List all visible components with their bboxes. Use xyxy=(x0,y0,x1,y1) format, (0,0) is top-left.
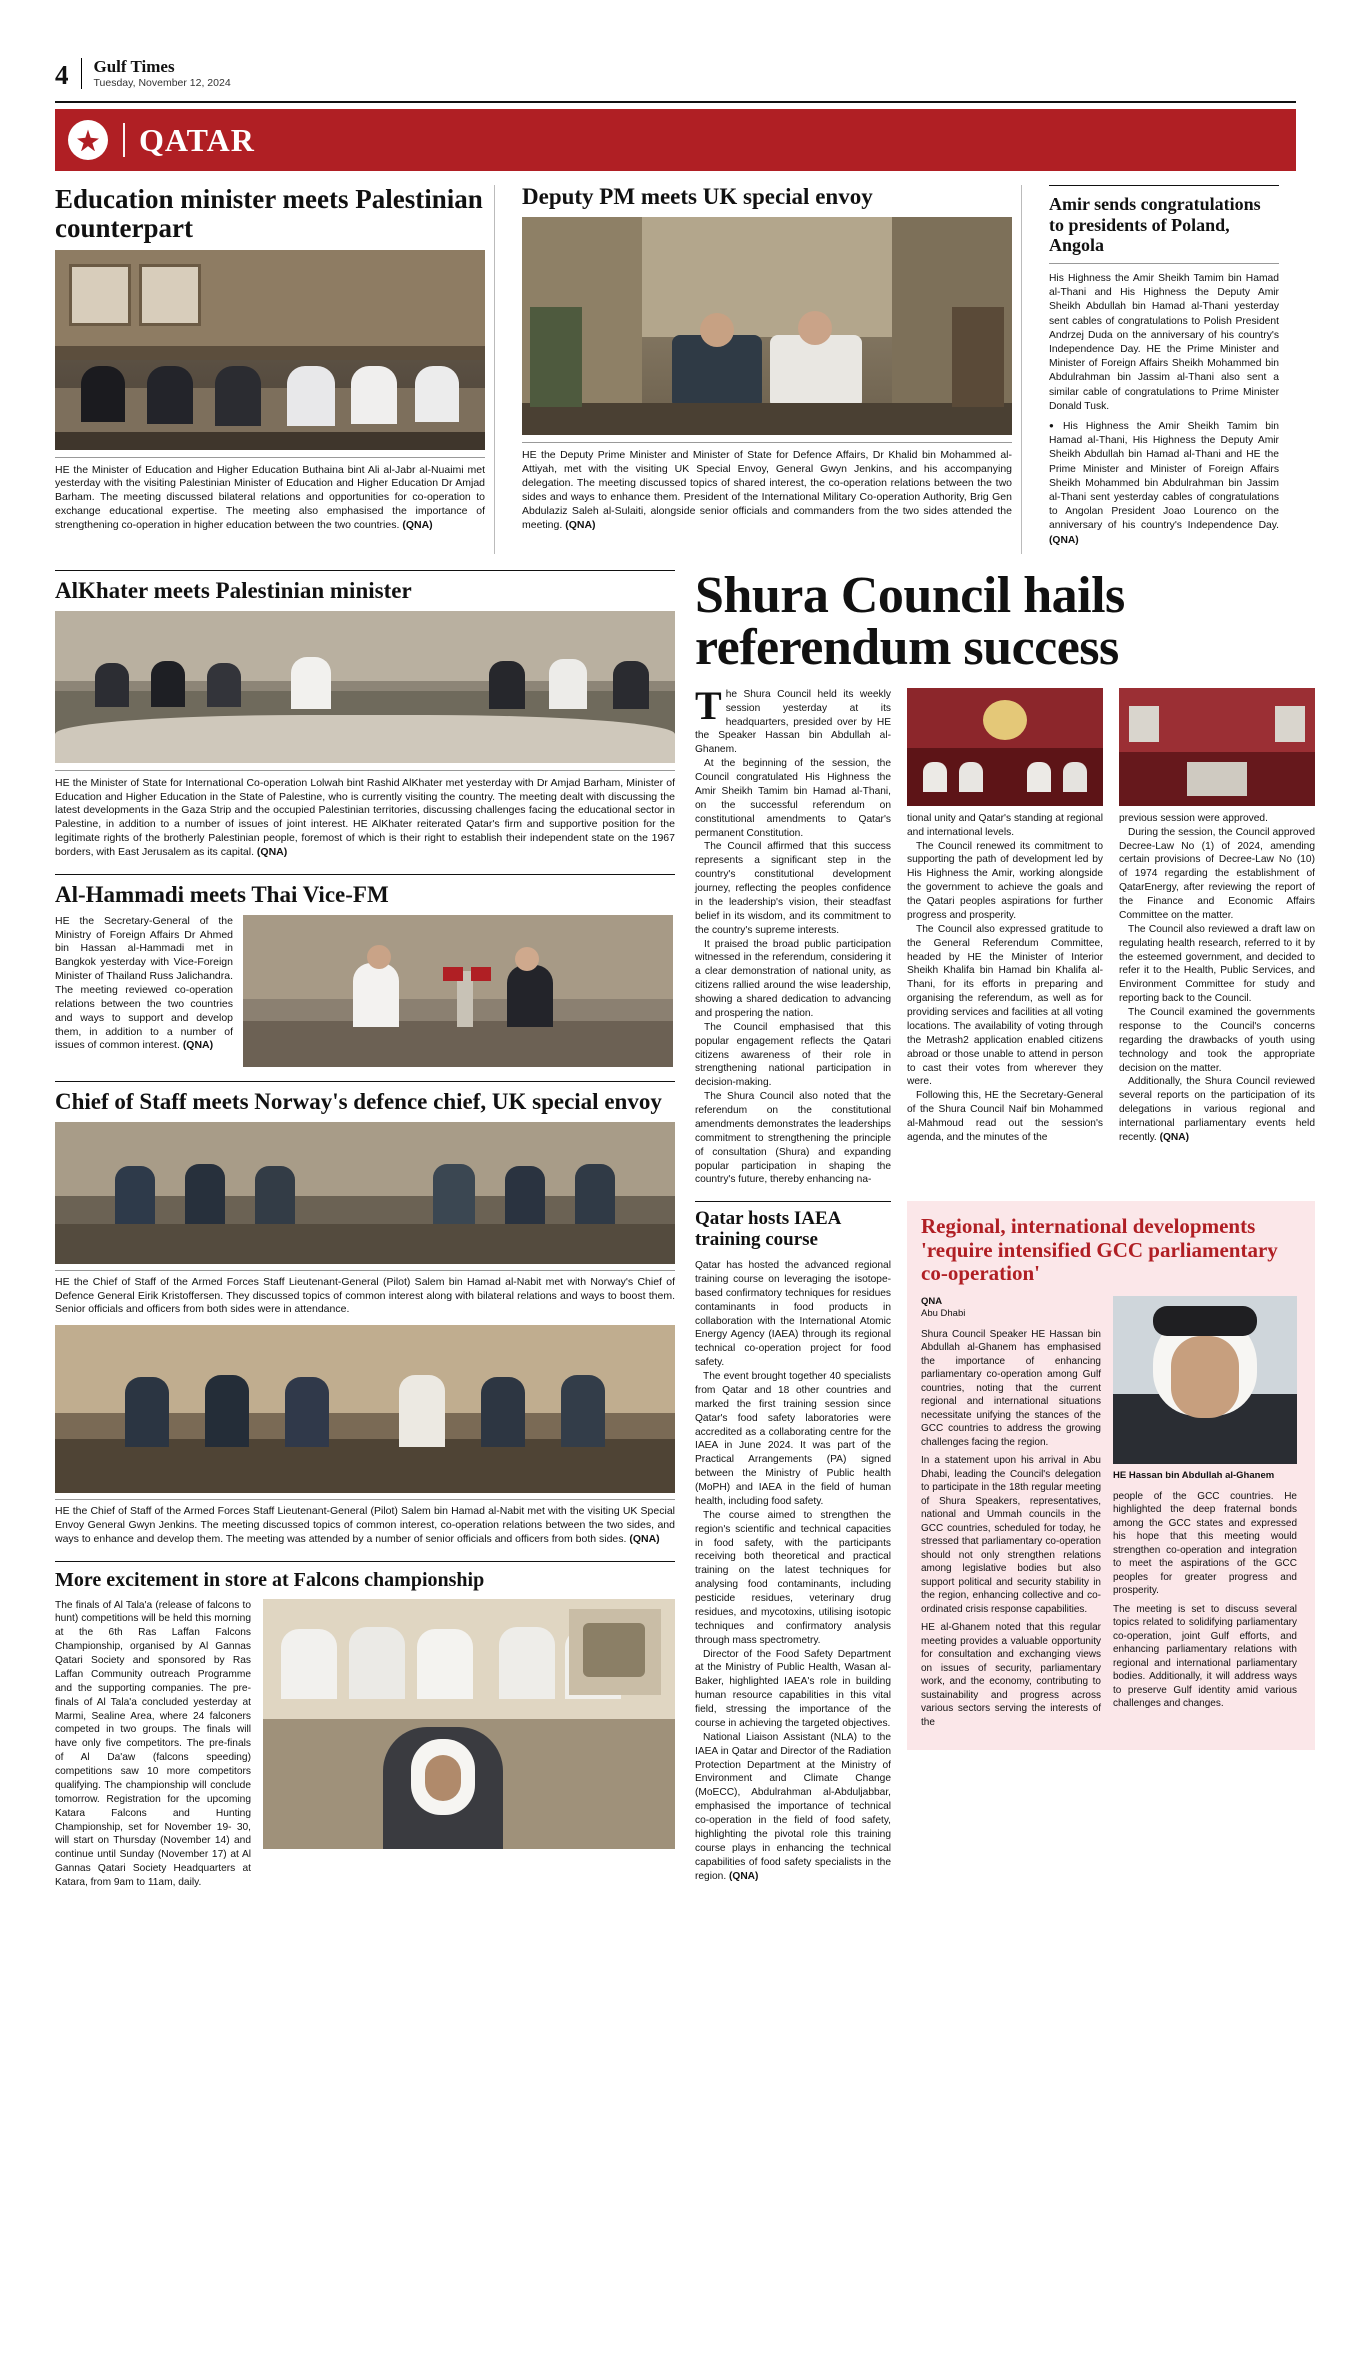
section-title: QATAR xyxy=(139,121,255,158)
gcc-c1-p1: Shura Council Speaker HE Hassan bin Abdullah al-Ghanem has emphasised the importance of enhancing parliamentary co-operation among Gulf countries, noting that the current regional and international situations necessitate unifying the stances of the GCC countries to address the growing challenges facing the region. xyxy=(921,1328,1101,1448)
story-iaea xyxy=(695,1201,891,1883)
story2-caption xyxy=(522,449,1012,532)
story6-headline: Chief of Staff meets Norway's defence chief, UK special envoy xyxy=(55,1088,662,1114)
publication-date: Tuesday, November 12, 2024 xyxy=(93,76,231,89)
shura-c3-p1: previous session were approved. xyxy=(1119,812,1268,824)
story4-source: (QNA) xyxy=(256,845,288,858)
iaea-p5 xyxy=(695,1731,891,1884)
shura-c2-p3: The Council also expressed gratitude to the General Referendum Committee, headed by HE the Minister of Interior Sheikh Khalifa bin Hamad bin Khalifa al-Thani, for its efforts in preparing and organising the referendum, as well as for providing services and facilities at all voting locations. The availability of voting through the Metrash2 application enabled citizens abroad or those unable to attend in person to cast their votes from wherever they were. xyxy=(907,923,1103,1088)
story-deputy-pm xyxy=(522,185,1012,553)
story6-caption-b-text: HE the Chief of Staff of the Armed Forces Staff Lieutenant-General (Pilot) Salem bin Hamad al-Nabit met with the visiting UK Special Envoy General Gwyn Jenkins. The meeting discussed topics of common interest, co-operation relations between the two sides, and ways to enhance and develop them. The meeting was attended by a number of senior officials and officers from both sides. xyxy=(55,1505,675,1545)
masthead-info xyxy=(81,58,231,89)
story6-caption-b xyxy=(55,1505,675,1547)
story1-caption-text: HE the Minister of Education and Higher Education Buthaina bint Ali al-Jabr al-Nuaimi met yesterday with the visiting Palestinian Minister of Education and Higher Education Dr Amjad Barham. The meeting discussed bilateral relations and opportunities for co-operation to exchange educational expertise. The meeting also emphasised the importance of strengthening co-operation in higher education between the two countries. xyxy=(55,463,485,532)
shura-headline: Shura Council hails referendum success xyxy=(695,566,1125,676)
iaea-headline: Qatar hosts IAEA training course xyxy=(695,1208,841,1251)
story-chief-of-staff xyxy=(55,1081,675,1547)
column-divider xyxy=(494,185,495,553)
story3-top-rule xyxy=(1049,185,1279,186)
story4-top-rule xyxy=(55,570,675,571)
shura-c1-p1: The Shura Council held its weekly session yesterday at its headquarters, presided over by HE the Speaker Hassan bin Abdullah al-Ghanem. xyxy=(695,682,891,756)
left-column xyxy=(55,570,675,1890)
story7-body xyxy=(55,1599,251,1890)
story5-caption-text: HE the Secretary-General of the Ministry of Foreign Affairs Dr Ahmed bin Hassan al-Hammadi met in Bangkok yesterday with Vice-Foreign Minister of Thailand Russ Jalichandra. The meeting reviewed co-operation relations between the two countries and ways to support and develop them, in addition to a number of issues of common interest. xyxy=(55,914,233,1052)
iaea-source: (QNA) xyxy=(729,1870,759,1882)
gcc-byline-place: Abu Dhabi xyxy=(921,1307,966,1319)
story3-rule xyxy=(1049,263,1279,264)
shura-c1-p6: The Shura Council also noted that the referendum on the constitutional amendments demonstrates the leaderships commitment to strengthening the principle of consultation (Shura) and expanding popular participation in shaping the country's future, thereby enhancing na- xyxy=(695,1091,891,1186)
story-alhammadi xyxy=(55,874,675,1067)
iaea-p3: The course aimed to strengthen the region's scientific and technical capacities in food safety, with the participants receiving both theoretical and practical training on the latest techniques for analysing food contaminants, including pesticide residues, veterinary drug residues, and mycotoxins, utilising isotopic techniques and confirmatory analysis through mass spectrometry. xyxy=(695,1509,891,1646)
gcc-c2-p2: The meeting is set to discuss several topics related to solidifying parliamentary co-operation, joint Gulf efforts, and enhancing parliamentary relations with regional and international parliamentary bodies. Additionally, it will address ways to preserve Gulf identity amid various challenges and changes. xyxy=(1113,1603,1297,1710)
shura-c3-p4: The Council examined the governments response to the Council's concerns regarding the drawbacks of youth using technology and took the appropriate decision on the matter. xyxy=(1119,1007,1315,1074)
story3-para-2 xyxy=(1049,420,1279,548)
story3-body xyxy=(1049,272,1279,548)
masthead-rule xyxy=(55,101,1296,103)
story4-headline: AlKhater meets Palestinian minister xyxy=(55,577,412,603)
story6-photo-b xyxy=(55,1325,675,1493)
shura-column-1 xyxy=(695,682,891,1188)
story3-headline: Amir sends congratulations to presidents of Poland, Angola xyxy=(1049,194,1261,255)
story3-para-1: His Highness the Amir Sheikh Tamim bin Hamad al-Thani and His Highness the Deputy Amir Sheikh Abdullah bin Hamad al-Thani yesterday sent cables of congratulations to Polish President Andrzej Duda on the anniversary of his country's Independence Day. HE the Prime Minister and Minister of Foreign Affairs Sheikh Mohammed bin Abdulrahman bin Jassim al-Thani also sent a similar cable of congratulations to Prime Minister Donald Tusk. xyxy=(1049,272,1279,412)
gcc-box xyxy=(907,1201,1315,1750)
shura-photo-2 xyxy=(1119,688,1315,806)
story7-headline: More excitement in store at Falcons championship xyxy=(55,1568,485,1591)
story7-photo xyxy=(263,1599,675,1849)
paper-name: Gulf Times xyxy=(93,57,175,76)
gcc-body-1 xyxy=(921,1328,1101,1730)
iaea-p1: Qatar has hosted the advanced regional training course on leveraging the isotope-based confirmatory techniques for residues contaminants in food products in collaboration with the International Atomic Energy Agency (IAEA) through its regional technical co-operation project for food safety. xyxy=(695,1260,891,1369)
story1-source: (QNA) xyxy=(402,519,433,532)
story-education-minister xyxy=(55,185,485,553)
story-alkhater xyxy=(55,570,675,860)
bottom-right-row xyxy=(695,1201,1315,1883)
story5-photo xyxy=(243,915,673,1067)
story-amir-congratulations xyxy=(1049,185,1279,553)
column-divider-2 xyxy=(1021,185,1022,553)
story6-caption-a: HE the Chief of Staff of the Armed Forces Staff Lieutenant-General (Pilot) Salem bin Hamad al-Nabit met with Norway's Chief of Defence General Eirik Kristoffersen. They discussed topics of common interest along with bilateral relations and ways to boost them. Senior officials and officers from both sides were in attendance. xyxy=(55,1275,675,1316)
story4-photo xyxy=(55,611,675,763)
story-gcc xyxy=(907,1201,1315,1883)
shura-column-3 xyxy=(1119,688,1315,1188)
shura-c3-p5 xyxy=(1119,1075,1315,1144)
story2-source: (QNA) xyxy=(565,518,596,531)
story-falcons-championship xyxy=(55,1561,675,1890)
story1-caption xyxy=(55,464,485,533)
top-stories-row xyxy=(55,185,1296,553)
gcc-body-2 xyxy=(1113,1490,1297,1711)
iaea-body xyxy=(695,1259,891,1883)
story7-top-rule xyxy=(55,1561,675,1562)
story7-text: The finals of Al Tala'a (release of falcons to hunt) competitions will be held this morning at the 6th Ras Laffan Falcons Championship, organised by Al Gannas Qatari Society and sponsored by Ras Laffan Community outreach Programme and the supporting companies. The pre-finals of Al Tala'a concluded yesterday at Marmi, Sealine Area, where 24 falconers competed in two groups. The finals will have only five competitors. The pre-finals of Al Da'aw (falcons speeding) competitions saw 10 more competitors qualifying. The championship will conclude tomorrow. Registration for the upcoming Katara Falcons and Hunting Championship, set for November 19- 30, will start on Thursday (November 14) and continue until Sunday (November 17) at Al Gannas Qatari Society Headquarters at Katara, from 9am to 11am, daily. xyxy=(55,1599,251,1889)
iaea-p2: The event brought together 40 specialists from Qatar and 18 other countries and marked the first training session since Qatar's food safety laboratories were accredited as a collaborating centre for the IAEA in June 2024. It was part of the Practical Arrangements (PA) signed between the Ministry of Public health (MoPH) and IAEA in the field of human health, including food safety. xyxy=(695,1371,891,1507)
shura-c1-p5: The Council emphasised that this popular engagement reflects the Qatari citizens awareness of their role in strengthening national participation in decision-making. xyxy=(695,1021,891,1089)
story4-caption-text: HE the Minister of State for International Co-operation Lolwah bint Rashid AlKhater met yesterday with Dr Amjad Barham, Minister of Education and Higher Education in the State of Palestine, who is currently visiting the country. The meeting dealt with discussing the latest developments in the Gaza Strip and the occupied Palestinian territories, discussing challenges facing the educational sector in Palestine, in addition to a number of issues of joint interest. HE AlKhater reiterated Qatar's firm and supportive position for the legitimate rights of the brotherly Palestinian people, foremost of which is their right to establish their independent state on the 1967 borders, with East Jerusalem as its capital. xyxy=(55,776,675,858)
story1-headline: Education minister meets Palestinian counterpart xyxy=(55,184,483,243)
gcc-byline xyxy=(921,1296,1101,1320)
story5-source: (QNA) xyxy=(182,1039,214,1052)
right-column xyxy=(695,566,1315,1890)
shura-body xyxy=(695,682,1315,1188)
gcc-photo xyxy=(1113,1296,1297,1464)
gcc-column-2 xyxy=(1113,1296,1297,1734)
shura-photo xyxy=(907,688,1103,806)
story2-headline: Deputy PM meets UK special envoy xyxy=(522,184,873,210)
shura-c1-p4: It praised the broad public participation witnessed in the referendum, considering it a clear demonstration of national unity, as citizens rallied around the wise leadership, showing a shared dedication to advancing and prospering the nation. xyxy=(695,938,891,1019)
gcc-c1-p2: In a statement upon his arrival in Abu Dhabi, leading the Council's delegation to participate in the 18th regular meeting of Shura Speakers, representatives, national and Ummah councils in the GCC countries, scheduled for today, he stressed that parliamentary co-operation should not only strengthen relations among legislative bodies but also support political and security stability in the region, enhancing collective and co-ordinated crisis response capabilities. xyxy=(921,1455,1101,1615)
gcc-c1-p3: HE al-Ghanem noted that this regular meeting provides a valuable opportunity for consultation and exchanging views on issues of security, parliamentary work, and the economy, contributing to sustainability and progress across various sectors serving the interests of the xyxy=(921,1622,1101,1728)
gcc-column-1 xyxy=(921,1296,1101,1734)
gcc-photo-caption: HE Hassan bin Abdullah al-Ghanem xyxy=(1113,1469,1275,1481)
iaea-p5-text: National Liaison Assistant (NLA) to the IAEA in Qatar and Director of the Radiation Protection Department at the Ministry of Environment and Climate Change (MoECC), Abdulrahman al-Abduljabbar, emphasised the importance of technical co-operation in the field of food safety, highlighting the pivotal role this training course plays in enhancing the technical capabilities of food safety specialists in the region. xyxy=(695,1731,891,1882)
masthead xyxy=(55,0,1296,95)
page-number: 4 xyxy=(55,60,69,91)
gcc-headline: Regional, international developments 'require intensified GCC parliamentary co-operation' xyxy=(921,1214,1278,1286)
shura-c2-p2: The Council renewed its commitment to supporting the path of development led by His Highness the Amir, working alongside the government to achieve the goals and the Qatari peoples aspirations for further progress and prosperity. xyxy=(907,840,1103,921)
story3-bullet-text: His Highness the Amir Sheikh Tamim bin Hamad al-Thani, His Highness the Deputy Amir Sheikh Abdullah bin Hamad al-Thani and HE the Prime Minister and Minister of Foreign Affairs Sheikh Mohammed bin Abdulrahman bin Jassim al-Thani sent yesterday cables of congratulations to Angolan President Joao Lourenco on the anniversary of his country's Independence Day. xyxy=(1049,420,1279,532)
story6-source: (QNA) xyxy=(629,1532,660,1545)
shura-c3-p5-text: Additionally, the Shura Council reviewed several reports on the participation of its delegations in various regional and international parliamentary events held recently. xyxy=(1119,1076,1315,1143)
shura-column-2 xyxy=(907,688,1103,1188)
shura-c3-p2: During the session, the Council approved Decree-Law No (1) of 2024, amending certain provisions of Decree-Law No (10) of 1974 regarding the establishment of QatarEnergy, after reviewing the report of the Finance and Economic Affairs Committee on the matter. xyxy=(1119,826,1315,921)
gulf-times-logo-icon xyxy=(55,109,121,171)
banner-divider xyxy=(123,123,125,157)
shura-source: (QNA) xyxy=(1159,1131,1190,1143)
shura-c1-p3: The Council affirmed that this success represents a significant step in the country's constitutional development journey, reflecting the peoples confidence in the leadership's vision, their steadfast belief in its wisdom, and its commitment to the country's supreme interests. xyxy=(695,841,891,936)
story4-caption xyxy=(55,777,675,860)
story5-top-rule xyxy=(55,874,675,875)
story1-photo xyxy=(55,250,485,450)
gcc-byline-source: QNA xyxy=(921,1295,943,1307)
gcc-c2-p1: people of the GCC countries. He highlighted the deep fraternal bonds among the GCC states and expressed his hope that this meeting would strengthen co-operation and integration to meet the aspirations of the GCC peoples for greater progress and prosperity. xyxy=(1113,1490,1297,1597)
shura-c2-p1: tional unity and Qatar's standing at regional and international levels. xyxy=(907,812,1103,838)
iaea-p4: Director of the Food Safety Department at the Ministry of Public Health, Wasan al-Baker, highlighted IAEA's role in building human resource capabilities in this vital field, stressing the importance of the course in achieving the targeted objectives. xyxy=(695,1648,891,1729)
shura-c3-p3: The Council also reviewed a draft law on regulating health research, referred to it by the esteemed government, and decided to refer it to the Health, Public Services, and Environment Committee for study and reporting back to the Council. xyxy=(1119,923,1315,1005)
story6-photo-a xyxy=(55,1122,675,1264)
story5-headline: Al-Hammadi meets Thai Vice-FM xyxy=(55,881,389,907)
shura-c2-p4: Following this, HE the Secretary-General of the Shura Council Naif bin Mohammed al-Mahmoud read out the session's agenda, and the minutes of the xyxy=(907,1090,1103,1143)
shura-c1-p2: At the beginning of the session, the Council congratulated His Highness the Amir Sheikh Tamim bin Hamad al-Thani, on the successful referendum on constitutional amendments to Qatar's permanent Constitution. xyxy=(695,758,891,839)
story6-top-rule xyxy=(55,1081,675,1082)
story2-photo xyxy=(522,217,1012,435)
iaea-top-rule xyxy=(695,1201,891,1202)
section-banner xyxy=(55,109,1296,171)
story2-caption-text: HE the Deputy Prime Minister and Minister of State for Defence Affairs, Dr Khalid bin Mohammed al-Attiyah, met with the visiting UK Special Envoy, General Gwyn Jenkins, and his accompanying delegation. The meeting discussed topics of shared interest, the co-operation relations between the two sides and ways to enhance them. President of the International Military Co-operation Authority, Brig Gen Abdulaziz Saleh al-Sulaiti, alongside senior officials and commanders from the two sides attended the meeting. xyxy=(522,449,1012,531)
middle-row xyxy=(55,566,1315,1890)
story5-caption xyxy=(55,915,233,1067)
story3-source: (QNA) xyxy=(1049,534,1079,546)
